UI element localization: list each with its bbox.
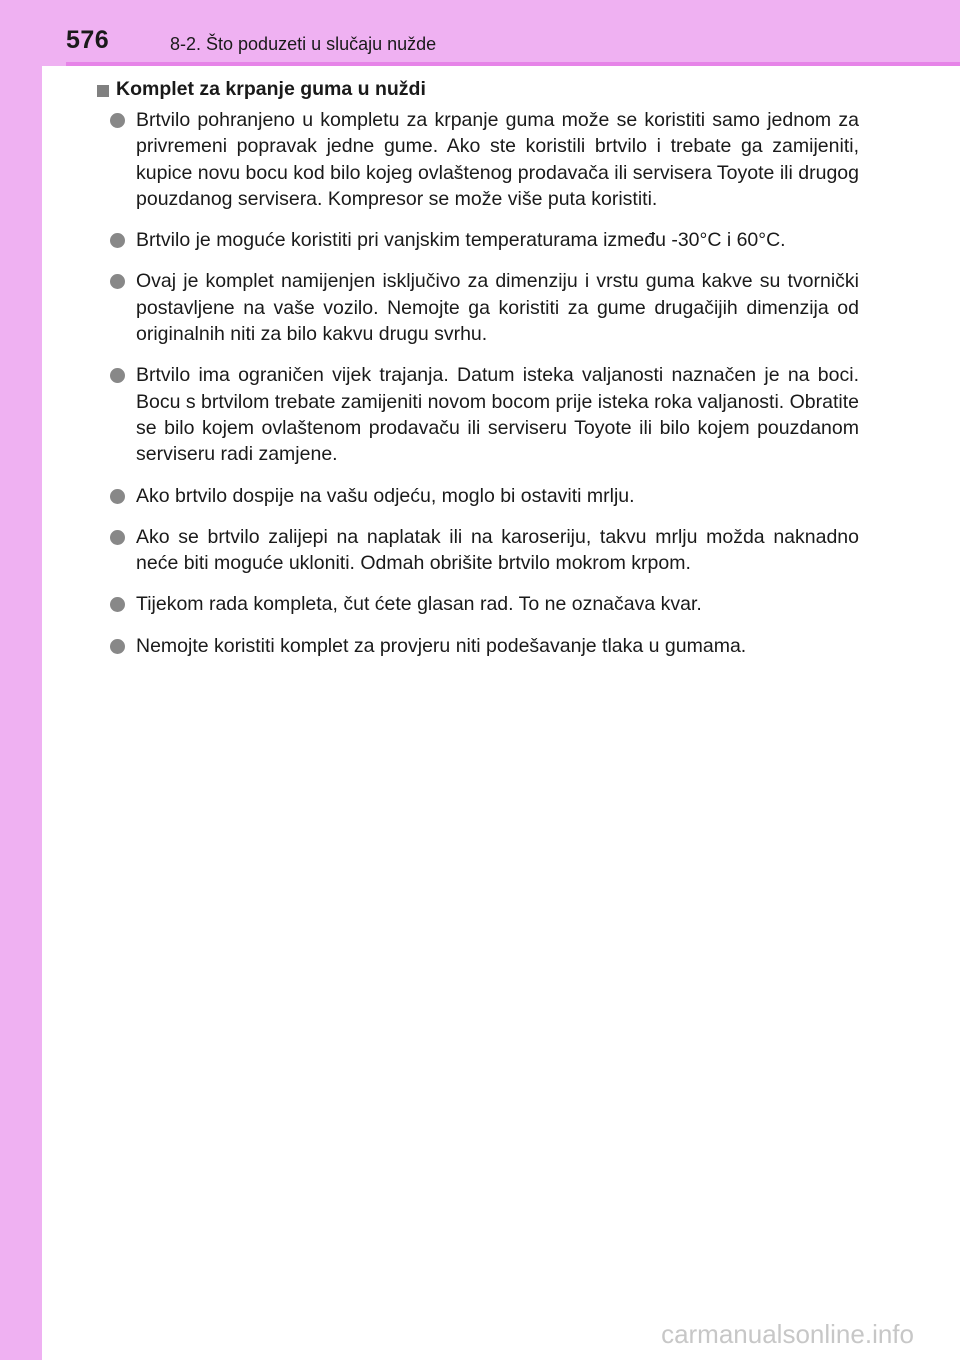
main-content xyxy=(97,78,859,674)
bullet-list xyxy=(97,107,859,659)
list-item xyxy=(97,483,859,509)
circle-bullet-icon xyxy=(110,489,125,504)
list-item-text: Ovaj je komplet namijenjen isključivo za dimenziju i vrstu guma kakve su tvornički postavljene na vaše vozilo. Nemojte ga koristiti za gume drugačijih dimenzija od originalnih niti za bilo kakvu drugu svrhu. xyxy=(136,270,859,346)
page-header xyxy=(0,0,960,66)
section-heading-text: Komplet za krpanje guma u nuždi xyxy=(116,78,426,100)
circle-bullet-icon xyxy=(110,530,125,545)
list-item xyxy=(97,227,859,253)
watermark: carmanualsonline.info xyxy=(661,1319,914,1349)
chapter-title: 8-2. Što poduzeti u slučaju nužde xyxy=(170,34,437,54)
list-item-text: Brtvilo je moguće koristiti pri vanjskim temperaturama između -30°C i 60°C. xyxy=(136,229,786,252)
list-item-text: Ako se brtvilo zalijepi na naplatak ili na karoseriju, takvu mrlju možda naknadno neće biti moguće ukloniti. Odmah obrišite brtvilo mokrom krpom. xyxy=(136,525,859,575)
list-item xyxy=(97,591,859,617)
list-item xyxy=(97,633,859,659)
header-rule xyxy=(66,62,960,66)
square-bullet-icon xyxy=(97,85,109,97)
list-item-text: Ako brtvilo dospije na vašu odjeću, moglo bi ostaviti mrlju. xyxy=(136,484,635,507)
circle-bullet-icon xyxy=(110,274,125,289)
list-item-text: Brtvilo pohranjeno u kompletu za krpanje guma može se koristiti samo jednom za privremeni popravak jedne gume. Ako ste koristili brtvilo i trebate ga zamijeniti, kupice novu bocu kod bilo kojeg ovlaštenog prodavača ili servisera Toyote ili drugog pouzdanog servisera. Kompresor se može više puta koristiti. xyxy=(136,109,859,210)
list-item xyxy=(97,524,859,577)
page-number: 576 xyxy=(66,26,110,54)
circle-bullet-icon xyxy=(110,368,125,383)
side-color-band xyxy=(0,0,42,1360)
list-item xyxy=(97,268,859,347)
list-item-text: Nemojte koristiti komplet za provjeru niti podešavanje tlaka u gumama. xyxy=(136,634,747,657)
list-item-text: Tijekom rada kompleta, čut ćete glasan rad. To ne označava kvar. xyxy=(136,593,702,616)
circle-bullet-icon xyxy=(110,639,125,654)
list-item xyxy=(97,107,859,212)
list-item xyxy=(97,362,859,467)
circle-bullet-icon xyxy=(110,597,125,612)
circle-bullet-icon xyxy=(110,233,125,248)
circle-bullet-icon xyxy=(110,113,125,128)
section-heading xyxy=(97,78,859,101)
list-item-text: Brtvilo ima ograničen vijek trajanja. Datum isteka valjanosti naznačen je na boci. Bocu s brtvilom trebate zamijeniti novom bocom prije isteka roka valjanosti. Obratite se bilo kojem ovlaštenom prodavaču ili serviseru Toyote ili bilo kojem pouzdanom serviseru radi zamjene. xyxy=(136,364,859,466)
